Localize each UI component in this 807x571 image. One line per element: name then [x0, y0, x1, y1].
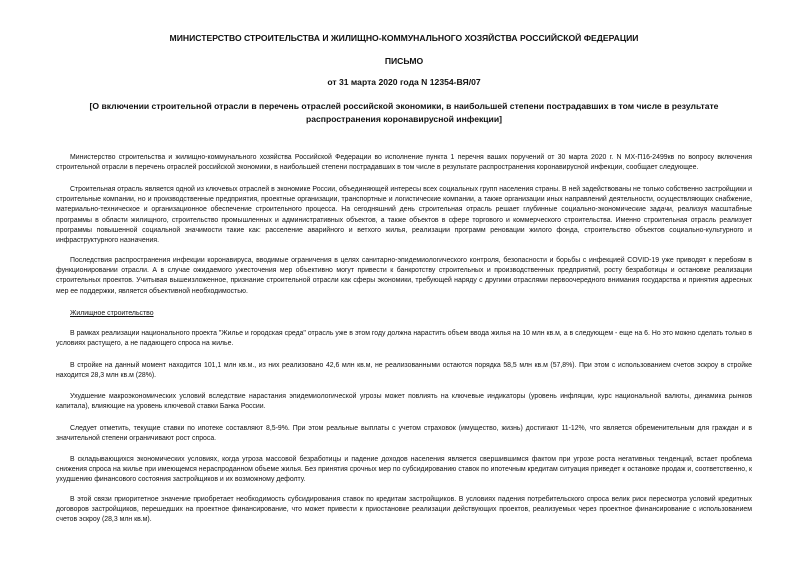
ministry-title: МИНИСТЕРСТВО СТРОИТЕЛЬСТВА И ЖИЛИЩНО-КОММУНАЛЬНОГО ХОЗЯЙСТВА РОССИЙСКОЙ ФЕДЕРАЦИИ [169, 33, 639, 43]
paragraph-intro: Министерство строительства и жилищно-коммунального хозяйства Российской Федерации во исполнение пункта 1 перечня ваших поручений от 30 марта 2020 г. N МХ-П16-2499кв по вопросу включения строительной отрасли в перечень отраслей российской экономики, в наибольшей степени пострадавших в том числе в результате распространения коронавирусной инфекции, сообщает следующее. [56, 154, 752, 172]
paragraph-demand-decline: В складывающихся экономических условиях, когда угроза массовой безработицы и падение доходов населения является свершившимся фактом при угрозе роста негативных тенденций, встает проблема снижения спроса на жилье при имеющемся нераспроданном объеме жилья. Без принятия срочных мер по субсидированию ставок по ипотечным кредитам ситуация приведет к остановке продаж и, соответственно, к ухудшению финансового состояния застройщиков и их возможному дефолту. [56, 456, 752, 484]
paragraph-covid-impact: Последствия распространения инфекции коронавируса, вводимые ограничения в целях санитарно-эпидемиологического контроля, безопасности и борьбы с инфекцией COVID-19 уже приводят к перебоям в функционировании отрасли. А в случае ожидаемого ужесточения мер объективно могут привести к банкротству строительных и производственных предприятий, росту безработицы и остановке реализации строительных проектов. Учитывая вышеизложенное, признание строительной отрасли как сферы экономики, требующей наряду с другими отраслями первоочередного внимания государства и принятия адресных мер ее поддержки, является объективной необходимостью. [56, 257, 752, 295]
paragraph-macro-conditions: Ухудшение макроэкономических условий вследствие нарастания эпидемиологической угрозы может повлиять на ключевые индикаторы (уровень инфляции, курс национальной валюты, динамика рынков капитала), влияющие на уровень ключевой ставки Банка России. [56, 393, 752, 411]
paragraph-developer-loans: В этой связи приоритетное значение приобретает необходимость субсидирования ставок по кредитам застройщиков. В условиях падения потребительского спроса велик риск пересмотра условий кредитных договоров застройщиков, перешедших на проектное финансирование, что может привести к приостановке реализации действующих проектов, реализуемых через проектное финансирование с использованием счетов эскроу (28,3 млн кв.м). [56, 496, 752, 524]
paragraph-national-project: В рамках реализации национального проекта "Жилье и городская среда" отрасль уже в этом году должна нарастить объем ввода жилья на 10 млн кв.м, а в следующем - еще на 6. Но это можно сделать только в условиях растущего, а не падающего спроса на жилье. [56, 330, 752, 348]
document-subject: [О включении строительной отрасли в перечень отраслей российской экономики, в наибольшей степени пострадавших в том числе в результате распространения коронавирусной инфекции] [89, 101, 719, 124]
document-type: ПИСЬМО [384, 56, 424, 66]
document-date-number: от 31 марта 2020 года N 12354-ВЯ/07 [327, 77, 481, 87]
document-page [56, 0, 752, 571]
paragraph-mortgage-rates: Следует отметить, текущие ставки по ипотеке составляют 8,5-9%. При этом реальные выплаты с учетом страховок (имущество, жизнь) достигают 11-12%, что является обременительным для граждан и в значительной степени ограничивают рост спроса. [56, 425, 752, 443]
section-heading-housing: Жилищное строительство [70, 310, 154, 317]
paragraph-industry-role: Строительная отрасль является одной из ключевых отраслей в экономике России, объединяющей интересы всех социальных групп населения страны. В ней задействованы не только собственно застройщики и строительные компании, но и производственные предприятия, проектные организации, транспортные и логистические компании, а также организации иных направлений деятельности, осуществляющих снабжение, материально-техническое и организационное обеспечение строительного процесса. На сегодняшний день строительная отрасль решает глубинные социально-экономические задачи, реализуя масштабные программы в области жилищного, строительство промышленных и административных объектов, а также объектов в сфере торгового и коммерческого строительства. Именно строительная отрасль реализует программы повышенной социальной значимости такие как: расселение аварийного и ветхого жилья, реализации программ реновации жилого фонда, строительство объектов социально-культурного и инфраструктурного назначения. [56, 186, 752, 245]
paragraph-construction-volume: В стройке на данный момент находится 101,1 млн кв.м., из них реализовано 42,6 млн кв.м, не реализованными остаются порядка 58,5 млн кв.м (57,8%). При этом с использованием счетов эскроу в стройке находится 28,3 млн кв.м (28%). [56, 362, 752, 380]
